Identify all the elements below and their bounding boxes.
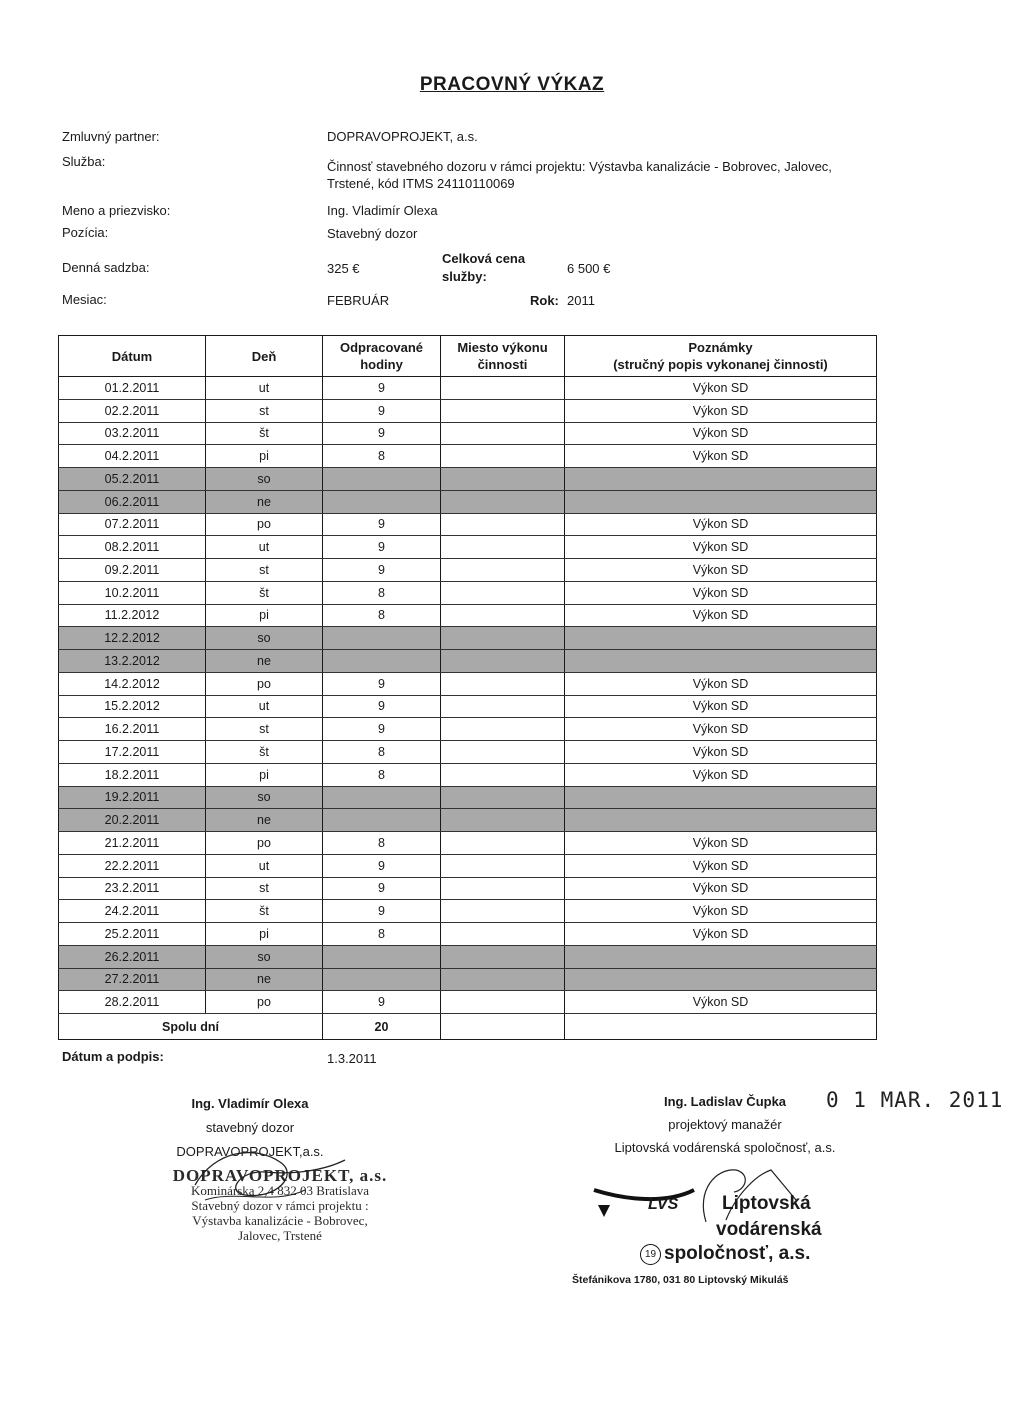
stamp-left-line-4: Výstavba kanalizácie - Bobrovec, (192, 1213, 368, 1228)
year-label: Rok: (530, 293, 559, 308)
cell-day: ne (206, 650, 323, 673)
rate-value: 325 € (327, 261, 360, 276)
left-signer-role: stavebný dozor (205, 1120, 295, 1135)
cell-hours: 9 (323, 377, 441, 400)
cell-note (565, 809, 877, 832)
cell-note (565, 650, 877, 673)
name-value: Ing. Vladimír Olexa (327, 203, 438, 218)
rate-label: Denná sadzba: (62, 260, 150, 275)
cell-day: so (206, 627, 323, 650)
partner-label: Zmluvný partner: (62, 129, 160, 144)
cell-hours (323, 809, 441, 832)
cell-date: 07.2.2011 (59, 513, 206, 536)
cell-note: Výkon SD (565, 399, 877, 422)
cell-place (441, 854, 565, 877)
cell-day: st (206, 559, 323, 582)
position-label: Pozícia: (62, 225, 109, 240)
cell-place (441, 763, 565, 786)
table-row (59, 581, 877, 604)
cell-day: st (206, 877, 323, 900)
cell-hours: 8 (323, 763, 441, 786)
cell-date: 02.2.2011 (59, 399, 206, 422)
table-row (59, 991, 877, 1014)
cell-date: 26.2.2011 (59, 945, 206, 968)
right-signer-name: Ing. Ladislav Čupka (663, 1094, 787, 1109)
cell-day: št (206, 900, 323, 923)
summary-row (59, 1014, 877, 1040)
cell-place (441, 377, 565, 400)
cell-day: ut (206, 695, 323, 718)
cell-place (441, 900, 565, 923)
table-row (59, 786, 877, 809)
cell-place (441, 627, 565, 650)
right-signer-company: Liptovská vodárenská spoločnosť, a.s. (614, 1140, 836, 1155)
stamp-right-line-2: vodárenská (716, 1219, 822, 1240)
table-row (59, 877, 877, 900)
cell-note (565, 627, 877, 650)
table-row (59, 718, 877, 741)
cell-date: 12.2.2012 (59, 627, 206, 650)
table-row (59, 741, 877, 764)
cell-day: po (206, 832, 323, 855)
table-row (59, 536, 877, 559)
table-row (59, 763, 877, 786)
left-signer-name: Ing. Vladimír Olexa (191, 1096, 309, 1111)
table-row (59, 559, 877, 582)
signature-date: 1.3.2011 (327, 1051, 377, 1066)
col-notes-header: Poznámky (stručný popis vykonanej činnosti) (565, 336, 877, 377)
cell-note: Výkon SD (565, 422, 877, 445)
cell-hours: 8 (323, 832, 441, 855)
cell-hours: 8 (323, 741, 441, 764)
cell-note: Výkon SD (565, 763, 877, 786)
cell-note: Výkon SD (565, 513, 877, 536)
cell-date: 10.2.2011 (59, 581, 206, 604)
cell-place (441, 991, 565, 1014)
cell-day: st (206, 399, 323, 422)
stamp-right-address: Štefánikova 1780, 031 80 Liptovský Mikuláš (572, 1274, 789, 1286)
cell-note: Výkon SD (565, 581, 877, 604)
stamp-right-logo: LVS (648, 1196, 679, 1213)
cell-day: ut (206, 536, 323, 559)
cell-place (441, 422, 565, 445)
service-line-2: Trstené, kód ITMS 24110110069 (327, 176, 515, 191)
table-row (59, 900, 877, 923)
left-signer-company: DOPRAVOPROJEKT,a.s. (176, 1144, 324, 1159)
document-title: PRACOVNÝ VÝKAZ (419, 74, 605, 95)
cell-place (441, 695, 565, 718)
cell-place (441, 718, 565, 741)
cell-hours: 9 (323, 536, 441, 559)
table-header-row (59, 336, 877, 377)
cell-date: 20.2.2011 (59, 809, 206, 832)
cell-note: Výkon SD (565, 877, 877, 900)
cell-hours: 8 (323, 581, 441, 604)
signature-label: Dátum a podpis: (62, 1049, 164, 1064)
cell-date: 08.2.2011 (59, 536, 206, 559)
table-row (59, 422, 877, 445)
col-date-header: Dátum (59, 336, 206, 377)
cell-hours (323, 945, 441, 968)
cell-day: st (206, 718, 323, 741)
summary-place-cell (441, 1014, 565, 1040)
total-label-2: služby: (442, 269, 487, 284)
table-row (59, 695, 877, 718)
cell-hours (323, 650, 441, 673)
year-value: 2011 (567, 293, 595, 308)
cell-date: 21.2.2011 (59, 832, 206, 855)
table-row (59, 854, 877, 877)
stamp-right-line-1: Liptovská (722, 1193, 811, 1214)
cell-hours: 8 (323, 445, 441, 468)
cell-note: Výkon SD (565, 604, 877, 627)
cell-day: ne (206, 490, 323, 513)
cell-place (441, 468, 565, 491)
cell-place (441, 945, 565, 968)
cell-hours: 9 (323, 695, 441, 718)
cell-date: 25.2.2011 (59, 923, 206, 946)
cell-place (441, 877, 565, 900)
cell-hours: 9 (323, 513, 441, 536)
stamp-left-line-5: Jalovec, Trstené (238, 1228, 322, 1243)
cell-date: 18.2.2011 (59, 763, 206, 786)
table-row (59, 513, 877, 536)
cell-note (565, 490, 877, 513)
summary-notes-cell (565, 1014, 877, 1040)
cell-hours (323, 490, 441, 513)
position-value: Stavebný dozor (327, 226, 418, 241)
cell-hours: 9 (323, 399, 441, 422)
cell-date: 06.2.2011 (59, 490, 206, 513)
cell-note (565, 968, 877, 991)
cell-hours: 8 (323, 923, 441, 946)
cell-date: 05.2.2011 (59, 468, 206, 491)
cell-date: 24.2.2011 (59, 900, 206, 923)
cell-hours (323, 627, 441, 650)
cell-hours (323, 968, 441, 991)
cell-date: 19.2.2011 (59, 786, 206, 809)
cell-place (441, 832, 565, 855)
table-row (59, 832, 877, 855)
cell-place (441, 513, 565, 536)
stamp-right-line-3: spoločnosť, a.s. (664, 1243, 811, 1264)
table-row (59, 672, 877, 695)
cell-day: so (206, 468, 323, 491)
cell-place (441, 968, 565, 991)
cell-date: 04.2.2011 (59, 445, 206, 468)
partner-value: DOPRAVOPROJEKT, a.s. (327, 129, 478, 144)
cell-place (441, 809, 565, 832)
cell-note: Výkon SD (565, 741, 877, 764)
cell-day: št (206, 581, 323, 604)
cell-note (565, 945, 877, 968)
stamp-right-badge: 19 (640, 1244, 661, 1265)
cell-day: pi (206, 445, 323, 468)
cell-note: Výkon SD (565, 900, 877, 923)
cell-day: po (206, 991, 323, 1014)
table-row (59, 490, 877, 513)
cell-note: Výkon SD (565, 854, 877, 877)
left-signature-scribble (185, 1140, 355, 1210)
cell-note: Výkon SD (565, 832, 877, 855)
cell-place (441, 741, 565, 764)
stamp-left-line-1: DOPRAVOPROJEKT, a.s. (172, 1166, 388, 1185)
cell-note: Výkon SD (565, 559, 877, 582)
cell-day: pi (206, 763, 323, 786)
cell-place (441, 581, 565, 604)
received-date-stamp: 0 1 MAR. 2011 (826, 1088, 1004, 1112)
cell-date: 15.2.2012 (59, 695, 206, 718)
cell-note: Výkon SD (565, 445, 877, 468)
col-place-header: Miesto výkonu činnosti (441, 336, 565, 377)
cell-date: 17.2.2011 (59, 741, 206, 764)
cell-place (441, 399, 565, 422)
cell-date: 27.2.2011 (59, 968, 206, 991)
cell-day: so (206, 945, 323, 968)
cell-place (441, 445, 565, 468)
cell-place (441, 490, 565, 513)
cell-note (565, 468, 877, 491)
cell-hours: 8 (323, 604, 441, 627)
table-row (59, 945, 877, 968)
table-row (59, 377, 877, 400)
cell-day: ne (206, 809, 323, 832)
cell-hours (323, 468, 441, 491)
col-hours-header: Odpracované hodiny (323, 336, 441, 377)
cell-hours: 9 (323, 854, 441, 877)
table-row (59, 650, 877, 673)
cell-hours: 9 (323, 559, 441, 582)
cell-date: 28.2.2011 (59, 991, 206, 1014)
cell-note (565, 786, 877, 809)
cell-date: 14.2.2012 (59, 672, 206, 695)
cell-place (441, 672, 565, 695)
total-value: 6 500 € (567, 261, 611, 276)
cell-day: ut (206, 377, 323, 400)
table-row (59, 809, 877, 832)
service-line-1: Činnosť stavebného dozoru v rámci projektu: Výstavba kanalizácie - Bobrovec, Jalovec, (327, 159, 832, 174)
table-row (59, 968, 877, 991)
table-row (59, 627, 877, 650)
cell-place (441, 604, 565, 627)
cell-day: ut (206, 854, 323, 877)
stamp-left-line-3: Stavebný dozor v rámci projektu : (191, 1198, 369, 1213)
table-row (59, 923, 877, 946)
cell-hours: 9 (323, 900, 441, 923)
cell-day: pi (206, 923, 323, 946)
cell-date: 03.2.2011 (59, 422, 206, 445)
cell-day: so (206, 786, 323, 809)
table-row (59, 604, 877, 627)
month-value: FEBRUÁR (327, 293, 390, 308)
cell-day: pi (206, 604, 323, 627)
timesheet-table (58, 335, 877, 1040)
col-day-header: Deň (206, 336, 323, 377)
cell-date: 09.2.2011 (59, 559, 206, 582)
cell-hours (323, 786, 441, 809)
cell-date: 01.2.2011 (59, 377, 206, 400)
right-signer-role: projektový manažér (668, 1117, 782, 1132)
cell-place (441, 559, 565, 582)
cell-hours: 9 (323, 877, 441, 900)
cell-hours: 9 (323, 991, 441, 1014)
service-label: Služba: (62, 154, 106, 169)
cell-date: 13.2.2012 (59, 650, 206, 673)
summary-label: Spolu dní (59, 1014, 323, 1040)
table-row (59, 445, 877, 468)
cell-date: 11.2.2012 (59, 604, 206, 627)
stamp-left-line-2: Kominárska 2,4 832 03 Bratislava (191, 1183, 369, 1198)
cell-note: Výkon SD (565, 718, 877, 741)
cell-day: št (206, 741, 323, 764)
cell-note: Výkon SD (565, 991, 877, 1014)
cell-day: št (206, 422, 323, 445)
cell-day: ne (206, 968, 323, 991)
cell-date: 22.2.2011 (59, 854, 206, 877)
cell-hours: 9 (323, 422, 441, 445)
total-label-1: Celková cena (442, 251, 526, 266)
month-label: Mesiac: (62, 292, 107, 307)
cell-place (441, 536, 565, 559)
cell-day: po (206, 672, 323, 695)
name-label: Meno a priezvisko: (62, 203, 171, 218)
cell-note: Výkon SD (565, 923, 877, 946)
table-row (59, 468, 877, 491)
cell-place (441, 786, 565, 809)
cell-date: 16.2.2011 (59, 718, 206, 741)
cell-note: Výkon SD (565, 695, 877, 718)
cell-note: Výkon SD (565, 536, 877, 559)
cell-place (441, 923, 565, 946)
cell-hours: 9 (323, 672, 441, 695)
cell-place (441, 650, 565, 673)
cell-day: po (206, 513, 323, 536)
table-row (59, 399, 877, 422)
cell-hours: 9 (323, 718, 441, 741)
cell-note: Výkon SD (565, 672, 877, 695)
cell-date: 23.2.2011 (59, 877, 206, 900)
cell-note: Výkon SD (565, 377, 877, 400)
summary-value: 20 (323, 1014, 441, 1040)
